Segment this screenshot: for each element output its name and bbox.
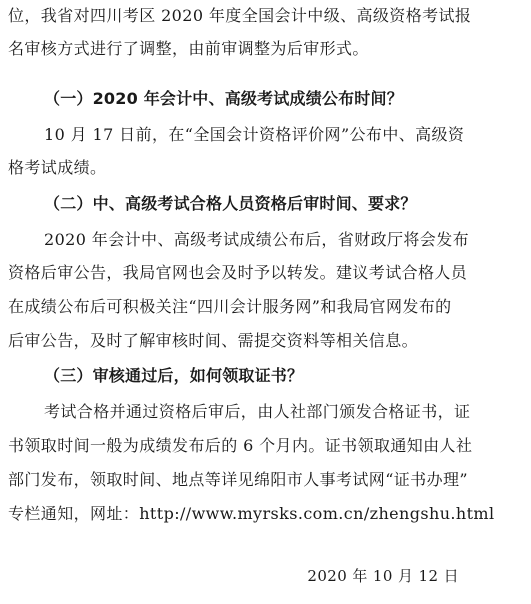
intro-line-2: 名审核方式进行了调整，由前审调整为后审形式。 <box>8 39 369 58</box>
section-3-line-2: 书领取时间一般为成绩发布后的 6 个月内。证书领取通知由人社 <box>8 436 473 455</box>
section-2-line-4: 后审公告，及时了解审核时间、需提交资料等相关信息。 <box>8 331 419 350</box>
section-3-heading: （三）审核通过后，如何领取证书？ <box>44 366 304 385</box>
section-3-line-4: 专栏通知，网址：http://www.myrsks.com.cn/zhengshu.html <box>8 504 495 523</box>
section-1-heading: （一）2020 年会计中、高级考试成绩公布时间？ <box>44 89 403 108</box>
intro-line-1: 位，我省对四川考区 2020 年度全国会计中级、高级资格考试报 <box>8 6 472 25</box>
section-2-line-2: 资格后审公告，我局官网也会及时予以转发。建议考试合格人员 <box>8 263 468 282</box>
section-3-line-3: 部门发布，领取时间、地点等详见绵阳市人事考试网“证书办理” <box>8 470 468 489</box>
document-date: 2020 年 10 月 12 日 <box>307 567 459 585</box>
section-3-line-1: 考试合格并通过资格后审后，由人社部门颁发合格证书，证 <box>44 402 471 421</box>
section-2-line-3: 在成绩公布后可积极关注“四川会计服务网”和我局官网发布的 <box>8 297 452 316</box>
section-1-line-1: 10 月 17 日前，在“全国会计资格评价网”公布中、高级资 <box>44 125 465 144</box>
section-2-line-1: 2020 年会计中、高级考试成绩公布后，省财政厅将会发布 <box>44 230 470 249</box>
section-2-heading: （二）中、高级考试合格人员资格后审时间、要求？ <box>44 194 417 213</box>
section-1-line-2: 格考试成绩。 <box>8 158 107 177</box>
